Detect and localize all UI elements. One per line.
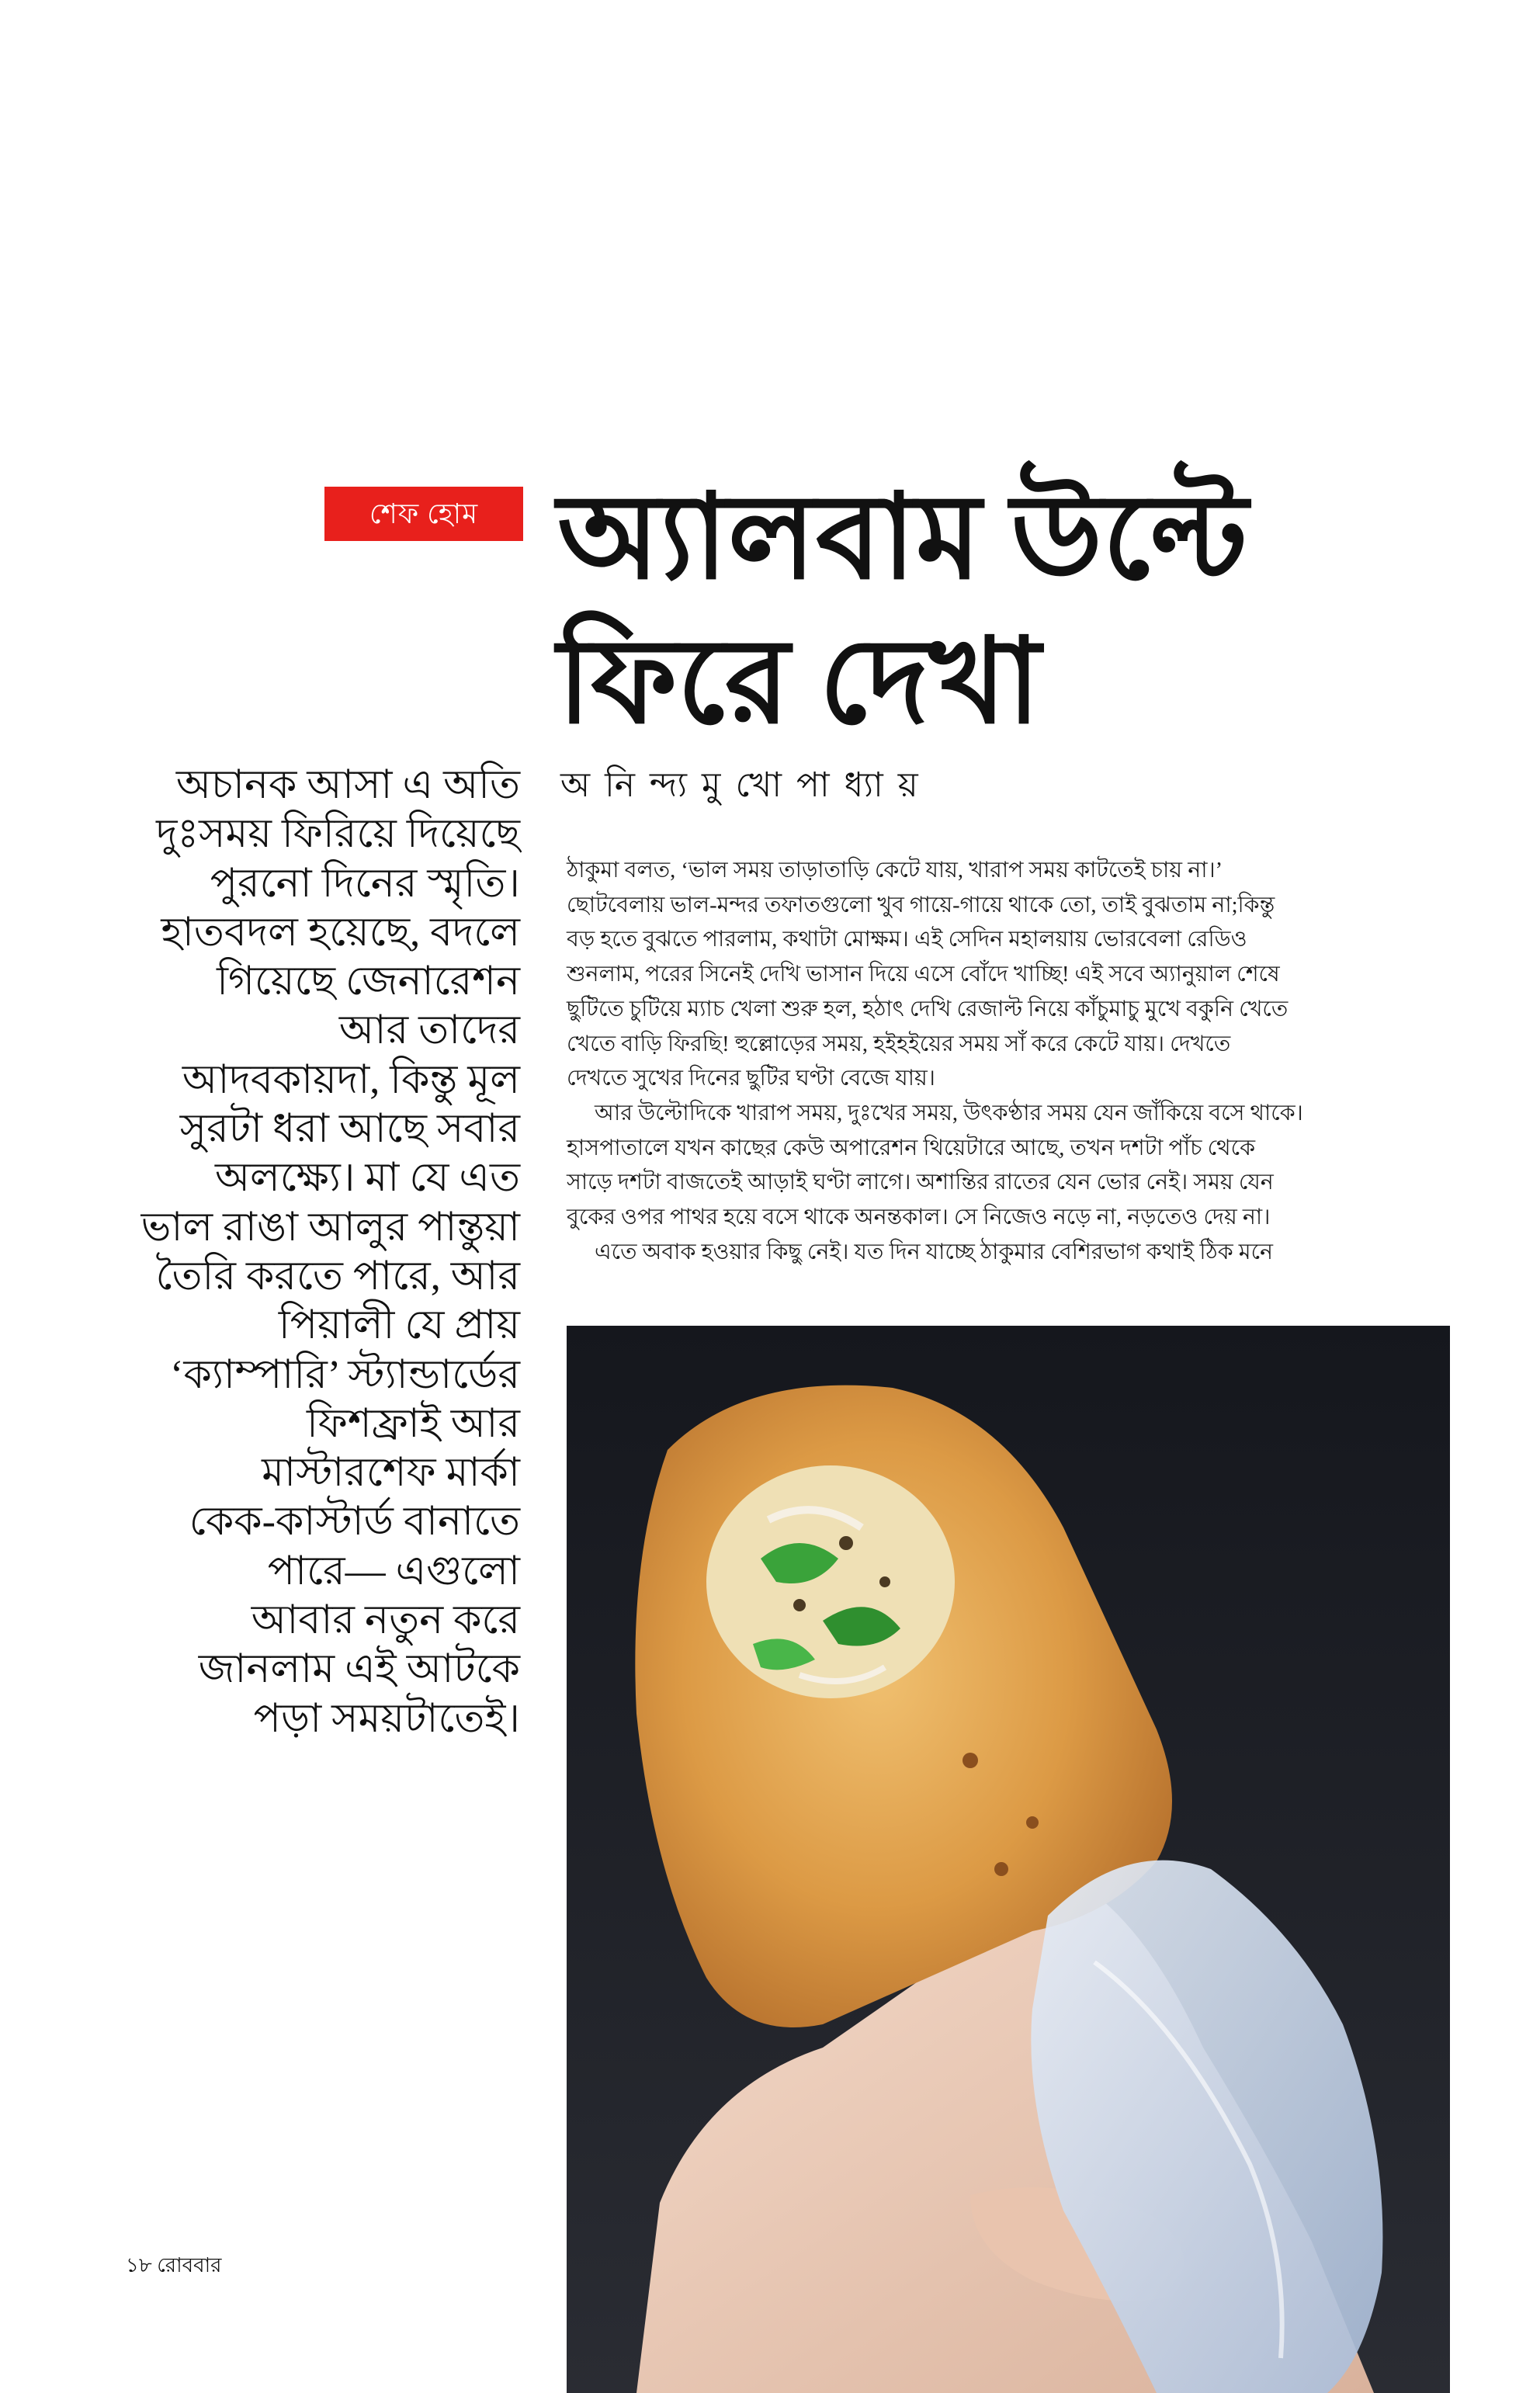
pull-quote-line: সুরটা ধরা আছে সবার (179, 1107, 520, 1152)
pull-quote-line: পিয়ালী যে প্রায় (278, 1303, 520, 1348)
pull-quote-line: মাস্টারশেফ মার্কা (262, 1451, 520, 1496)
pull-quote-line: পারে— এগুলো (267, 1549, 520, 1594)
page-folio: ১৮ রোববার (126, 2254, 222, 2277)
food-photo (567, 1326, 1450, 2393)
body-line: এতে অবাক হওয়ার কিছু নেই। যত দিন যাচ্ছে ঠাকুমার বেশিরভাগ কথাই ঠিক মনে (595, 1240, 1274, 1264)
pull-quote-line: আবার নতুন করে (251, 1598, 520, 1643)
pull-quote-line: জানলাম এই আটকে (198, 1647, 520, 1692)
body-line: হাসপাতালে যখন কাছের কেউ অপারেশন থিয়েটারে আছে, তখন দশটা পাঁচ থেকে (567, 1136, 1256, 1160)
pull-quote-line: পুরনো দিনের স্মৃতি। (210, 861, 520, 906)
pull-quote-line: আদবকায়দা, কিন্তু মূল (182, 1057, 520, 1102)
article-body (567, 854, 1452, 1270)
body-line: শুনলাম, পরের সিনেই দেখি ভাসান দিয়ে এসে বোঁদে খাচ্ছি! এই সবে অ্যানুয়াল শেষে (567, 962, 1280, 987)
headline-line-2: ফিরে দেখা (557, 617, 1041, 747)
spice-speck (793, 1599, 806, 1611)
pull-quote-line: গিয়েছে জেনারেশন (217, 959, 520, 1004)
pull-quote-line: দুঃসময় ফিরিয়ে দিয়েছে (156, 812, 520, 857)
headline-line-1: অ্যালবাম উল্টে (557, 473, 1248, 603)
body-line: সাড়ে দশটা বাজতেই আড়াই ঘণ্টা লাগে। অশান্তির রাতের যেন ভোর নেই। সময় যেন (567, 1170, 1274, 1195)
body-line: ছোটবেলায় ভাল-মন্দর তফাতগুলো খুব গায়ে-গায়ে থাকে তো, তাই বুঝতাম না;কিন্তু (567, 893, 1275, 917)
filling (706, 1465, 955, 1698)
pull-quote-line: অলক্ষ্যে। মা যে এত (214, 1156, 520, 1201)
pull-quote-line: আর তাদের (338, 1008, 520, 1053)
spice-speck (879, 1576, 890, 1587)
pull-quote-line: তৈরি করতে পারে, আর (155, 1254, 520, 1299)
pull-quote-line: ফিশফ্রাই আর (307, 1401, 520, 1446)
pull-quote-line: পড়া সময়টাতেই। (253, 1696, 520, 1741)
pull-quote-line: হাতবদল হয়েছে, বদলে (161, 910, 520, 955)
headline (557, 466, 1450, 754)
body-line: ঠাকুমা বলত, ‘ভাল সময় তাড়াতাড়ি কেটে যায়, খারাপ সময় কাটতেই চায় না।’ (567, 858, 1223, 883)
body-line: আর উল্টোদিকে খারাপ সময়, দুঃখের সময়, উৎকণ্ঠার সময় যেন জাঁকিয়ে বসে থাকে। (595, 1101, 1303, 1125)
body-line: দেখতে সুখের দিনের ছুটির ঘণ্টা বেজে যায়। (567, 1066, 935, 1091)
body-line: বুকের ওপর পাথর হয়ে বসে থাকে অনন্তকাল। সে নিজেও নড়ে না, নড়তেও দেয় না। (567, 1205, 1271, 1230)
body-line: বড় হতে বুঝতে পারলাম, কথাটা মোক্ষম। এই সেদিন মহালয়ায় ভোরবেলা রেডিও (567, 928, 1247, 952)
pull-quote-line: কেক-কাস্টার্ড বানাতে (189, 1500, 520, 1545)
char-spot (962, 1753, 978, 1768)
byline: অ নি ন্দ্য মু খো পা ধ্যা য় (560, 766, 921, 804)
pull-quote-line: ‘ক্যাম্পারি’ স্ট্যান্ডার্ডের (170, 1352, 520, 1397)
body-line: ছুটিতে চুটিয়ে ম্যাচ খেলা শুরু হল, হঠাৎ দেখি রেজাল্ট নিয়ে কাঁচুমাচু মুখে বকুনি খেতে (567, 997, 1289, 1021)
pull-quote-line: অচানক আসা এ অতি (175, 763, 520, 807)
pull-quote (140, 761, 520, 1743)
section-tag: শেফ হোম (324, 487, 523, 541)
char-spot (994, 1862, 1008, 1876)
char-spot (1026, 1816, 1039, 1829)
spice-speck (839, 1536, 853, 1550)
pull-quote-line: ভাল রাঙা আলুর পান্তুয়া (140, 1205, 520, 1250)
body-line: খেতে বাড়ি ফিরছি! হুল্লোড়ের সময়, হইহইয়ের সময় সাঁ করে কেটে যায়। দেখতে (567, 1032, 1231, 1056)
